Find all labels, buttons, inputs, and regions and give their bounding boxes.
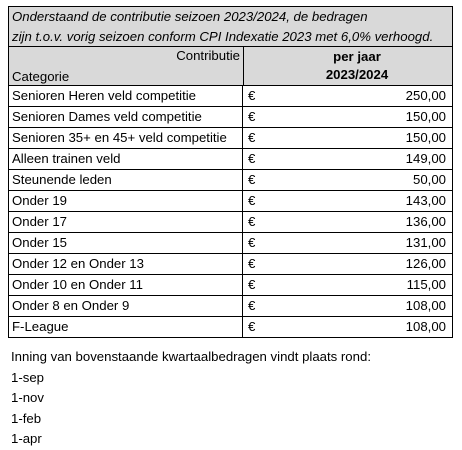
table-row (9, 275, 452, 296)
header-left-cell (9, 47, 244, 85)
table-body (9, 86, 452, 337)
row-category: Onder 17 (9, 212, 243, 232)
row-amount: 115,00 (406, 277, 446, 292)
row-category: Onder 15 (9, 233, 243, 253)
table-row (9, 296, 452, 317)
notes-date-list (11, 368, 371, 450)
row-category: Onder 10 en Onder 11 (9, 275, 243, 295)
row-amount: 126,00 (405, 256, 446, 271)
row-amount: 131,00 (405, 235, 446, 250)
row-currency: € (248, 256, 256, 271)
row-currency: € (248, 109, 256, 124)
row-currency: € (248, 214, 256, 229)
table-row (9, 128, 452, 149)
table-row (9, 254, 452, 275)
row-category: Alleen trainen veld (9, 149, 243, 169)
table-row (9, 233, 452, 254)
row-category: Senioren Heren veld competitie (9, 86, 243, 106)
header-right-cell (244, 47, 452, 85)
row-amount: 149,00 (405, 151, 446, 166)
row-currency: € (248, 235, 256, 250)
row-category: Onder 8 en Onder 9 (9, 296, 243, 316)
row-currency: € (248, 130, 256, 145)
notes-date: 1-apr (11, 431, 42, 446)
row-currency: € (248, 172, 256, 187)
header-per-jaar: per jaar (333, 49, 381, 64)
row-category: Steunende leden (9, 170, 243, 190)
table-row (9, 191, 452, 212)
row-currency: € (248, 88, 256, 103)
intro-text (9, 7, 452, 47)
notes-date: 1-feb (11, 410, 42, 426)
row-amount: 150,00 (405, 130, 446, 145)
collection-notes (11, 347, 371, 450)
intro-line-2: zijn t.o.v. vorig seizoen conform CPI Indexatie 2023 met 6,0% verhoogd. (12, 29, 434, 44)
notes-date: 1-nov (11, 390, 44, 405)
row-currency: € (248, 193, 256, 208)
table-row (9, 86, 452, 107)
header-season: 2023/2024 (325, 67, 389, 82)
row-category: F-League (9, 317, 243, 337)
row-amount: 143,00 (405, 193, 446, 208)
row-amount: 136,00 (405, 214, 446, 229)
table-row (9, 149, 452, 170)
header-contributie: Contributie (176, 48, 240, 63)
table-header (9, 47, 452, 86)
table-row (9, 212, 452, 233)
contribution-table (8, 6, 453, 338)
table-row (9, 107, 452, 128)
row-category: Senioren 35+ en 45+ veld competitie (9, 128, 243, 148)
row-currency: € (248, 298, 256, 313)
row-currency: € (248, 151, 256, 166)
notes-date: 1-sep (11, 369, 44, 385)
row-amount: 108,00 (405, 319, 446, 334)
row-category: Onder 19 (9, 191, 243, 211)
row-currency: € (248, 319, 256, 334)
row-currency: € (248, 277, 256, 292)
row-amount: 108,00 (405, 298, 446, 313)
row-amount: 150,00 (405, 109, 446, 124)
row-amount: 250,00 (405, 88, 446, 103)
table-row (9, 170, 452, 191)
intro-line-1: Onderstaand de contributie seizoen 2023/2024, de bedragen (12, 9, 368, 24)
notes-heading: Inning van bovenstaande kwartaalbedragen vindt plaats rond: (11, 349, 371, 364)
header-categorie: Categorie (12, 69, 70, 84)
table-row (9, 317, 452, 337)
row-category: Onder 12 en Onder 13 (9, 254, 243, 274)
row-amount: 50,00 (412, 172, 446, 187)
row-category: Senioren Dames veld competitie (9, 107, 243, 127)
